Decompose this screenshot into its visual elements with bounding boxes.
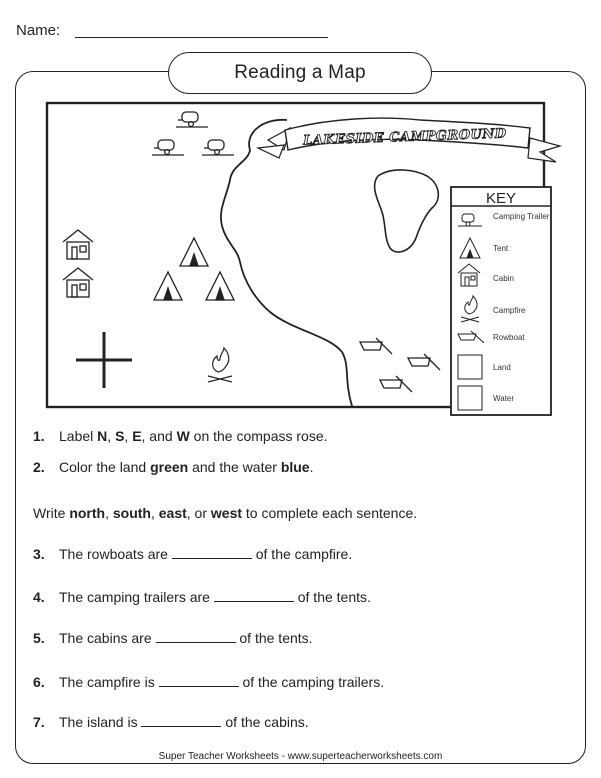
question-3: [33, 546, 352, 562]
title-pill: [168, 52, 432, 94]
q7-text: of the cabins.: [225, 714, 309, 730]
question-6: [33, 674, 384, 690]
instruction-text: Write: [33, 505, 70, 521]
q4-text: of the tents.: [297, 589, 371, 605]
question-number: 3.: [33, 546, 45, 562]
q4-text: The camping trailers are: [59, 589, 210, 605]
cabin-icon: [63, 230, 93, 259]
instruction-text: to complete each sentence.: [242, 505, 418, 521]
answer-blank[interactable]: [141, 714, 221, 727]
q2-text: .: [309, 459, 314, 475]
q1-text: ,: [107, 428, 116, 444]
key-label-rowboat: Rowboat: [493, 333, 525, 342]
q1-bold-s: S: [115, 428, 125, 444]
key-label-trailer: Camping Trailer: [493, 212, 550, 221]
page-title: Reading a Map: [234, 62, 366, 83]
map-key: [451, 187, 551, 415]
q2-bold-blue: blue: [280, 459, 310, 475]
island: [375, 170, 439, 252]
q5-text: The cabins are: [59, 630, 152, 646]
q1-bold-e: E: [132, 428, 142, 444]
q1-text: ,: [124, 428, 133, 444]
key-label-tent: Tent: [493, 244, 509, 253]
q1-text: , and: [141, 428, 177, 444]
instruction-bold-north: north: [69, 505, 106, 521]
answer-blank[interactable]: [214, 589, 294, 602]
key-label-water: Water: [493, 394, 515, 403]
question-number: 6.: [33, 674, 45, 690]
q2-text: and the water: [188, 459, 281, 475]
instruction: [33, 505, 417, 521]
question-number: 5.: [33, 630, 45, 646]
q2-text: Color the land: [59, 459, 151, 475]
instruction-bold-west: west: [210, 505, 243, 521]
answer-blank[interactable]: [172, 546, 252, 559]
question-number: 7.: [33, 714, 45, 730]
name-label: Name:: [16, 22, 61, 39]
water-swatch: [458, 386, 482, 410]
key-label-campfire: Campfire: [493, 306, 526, 315]
q1-text: on the compass rose.: [189, 428, 328, 444]
q5-text: of the tents.: [239, 630, 313, 646]
coastline: [221, 120, 352, 406]
banner-text: LAKESIDE CAMPGROUND: [302, 126, 507, 149]
footer: Super Teacher Worksheets - www.superteacherworksheets.com: [158, 751, 443, 762]
q6-text: of the camping trailers.: [242, 674, 385, 690]
question-2: [33, 459, 313, 475]
key-title: KEY: [485, 190, 517, 207]
question-1: [33, 428, 328, 444]
instruction-bold-east: east: [158, 505, 187, 521]
rowboat-icon: [380, 376, 412, 392]
rowboat-icon: [360, 338, 392, 354]
tent-icon: [180, 238, 208, 266]
question-5: [33, 630, 313, 646]
camping-trailer-icon: [176, 112, 208, 127]
tent-icon: [206, 272, 234, 300]
banner-ribbon: [258, 118, 560, 162]
q3-text: of the campfire.: [255, 546, 353, 562]
question-number: 2.: [33, 459, 45, 475]
key-label-land: Land: [493, 363, 511, 372]
camping-trailer-icon: [202, 140, 234, 155]
compass-rose: [76, 332, 132, 388]
instruction-text: ,: [105, 505, 113, 521]
land-swatch: [458, 355, 482, 379]
campfire-icon: [208, 348, 232, 382]
cabin-icon: [63, 268, 93, 297]
question-number: 1.: [33, 428, 45, 444]
q1-bold-w: W: [176, 428, 190, 444]
rowboat-icon: [408, 354, 440, 370]
answer-blank[interactable]: [156, 630, 236, 643]
key-label-cabin: Cabin: [493, 274, 514, 283]
q3-text: The rowboats are: [59, 546, 168, 562]
question-number: 4.: [33, 589, 45, 605]
instruction-text: , or: [186, 505, 211, 521]
q1-text: Label: [59, 428, 98, 444]
q6-text: The campfire is: [59, 674, 155, 690]
instruction-bold-south: south: [112, 505, 151, 521]
q2-bold-green: green: [150, 459, 189, 475]
answer-blank[interactable]: [159, 674, 239, 687]
camping-trailer-icon: [152, 140, 184, 155]
q1-bold-n: N: [97, 428, 108, 444]
q7-text: The island is: [59, 714, 138, 730]
question-7: [33, 714, 309, 730]
instruction-text: ,: [150, 505, 159, 521]
question-4: [33, 589, 371, 605]
tent-icon: [154, 272, 182, 300]
